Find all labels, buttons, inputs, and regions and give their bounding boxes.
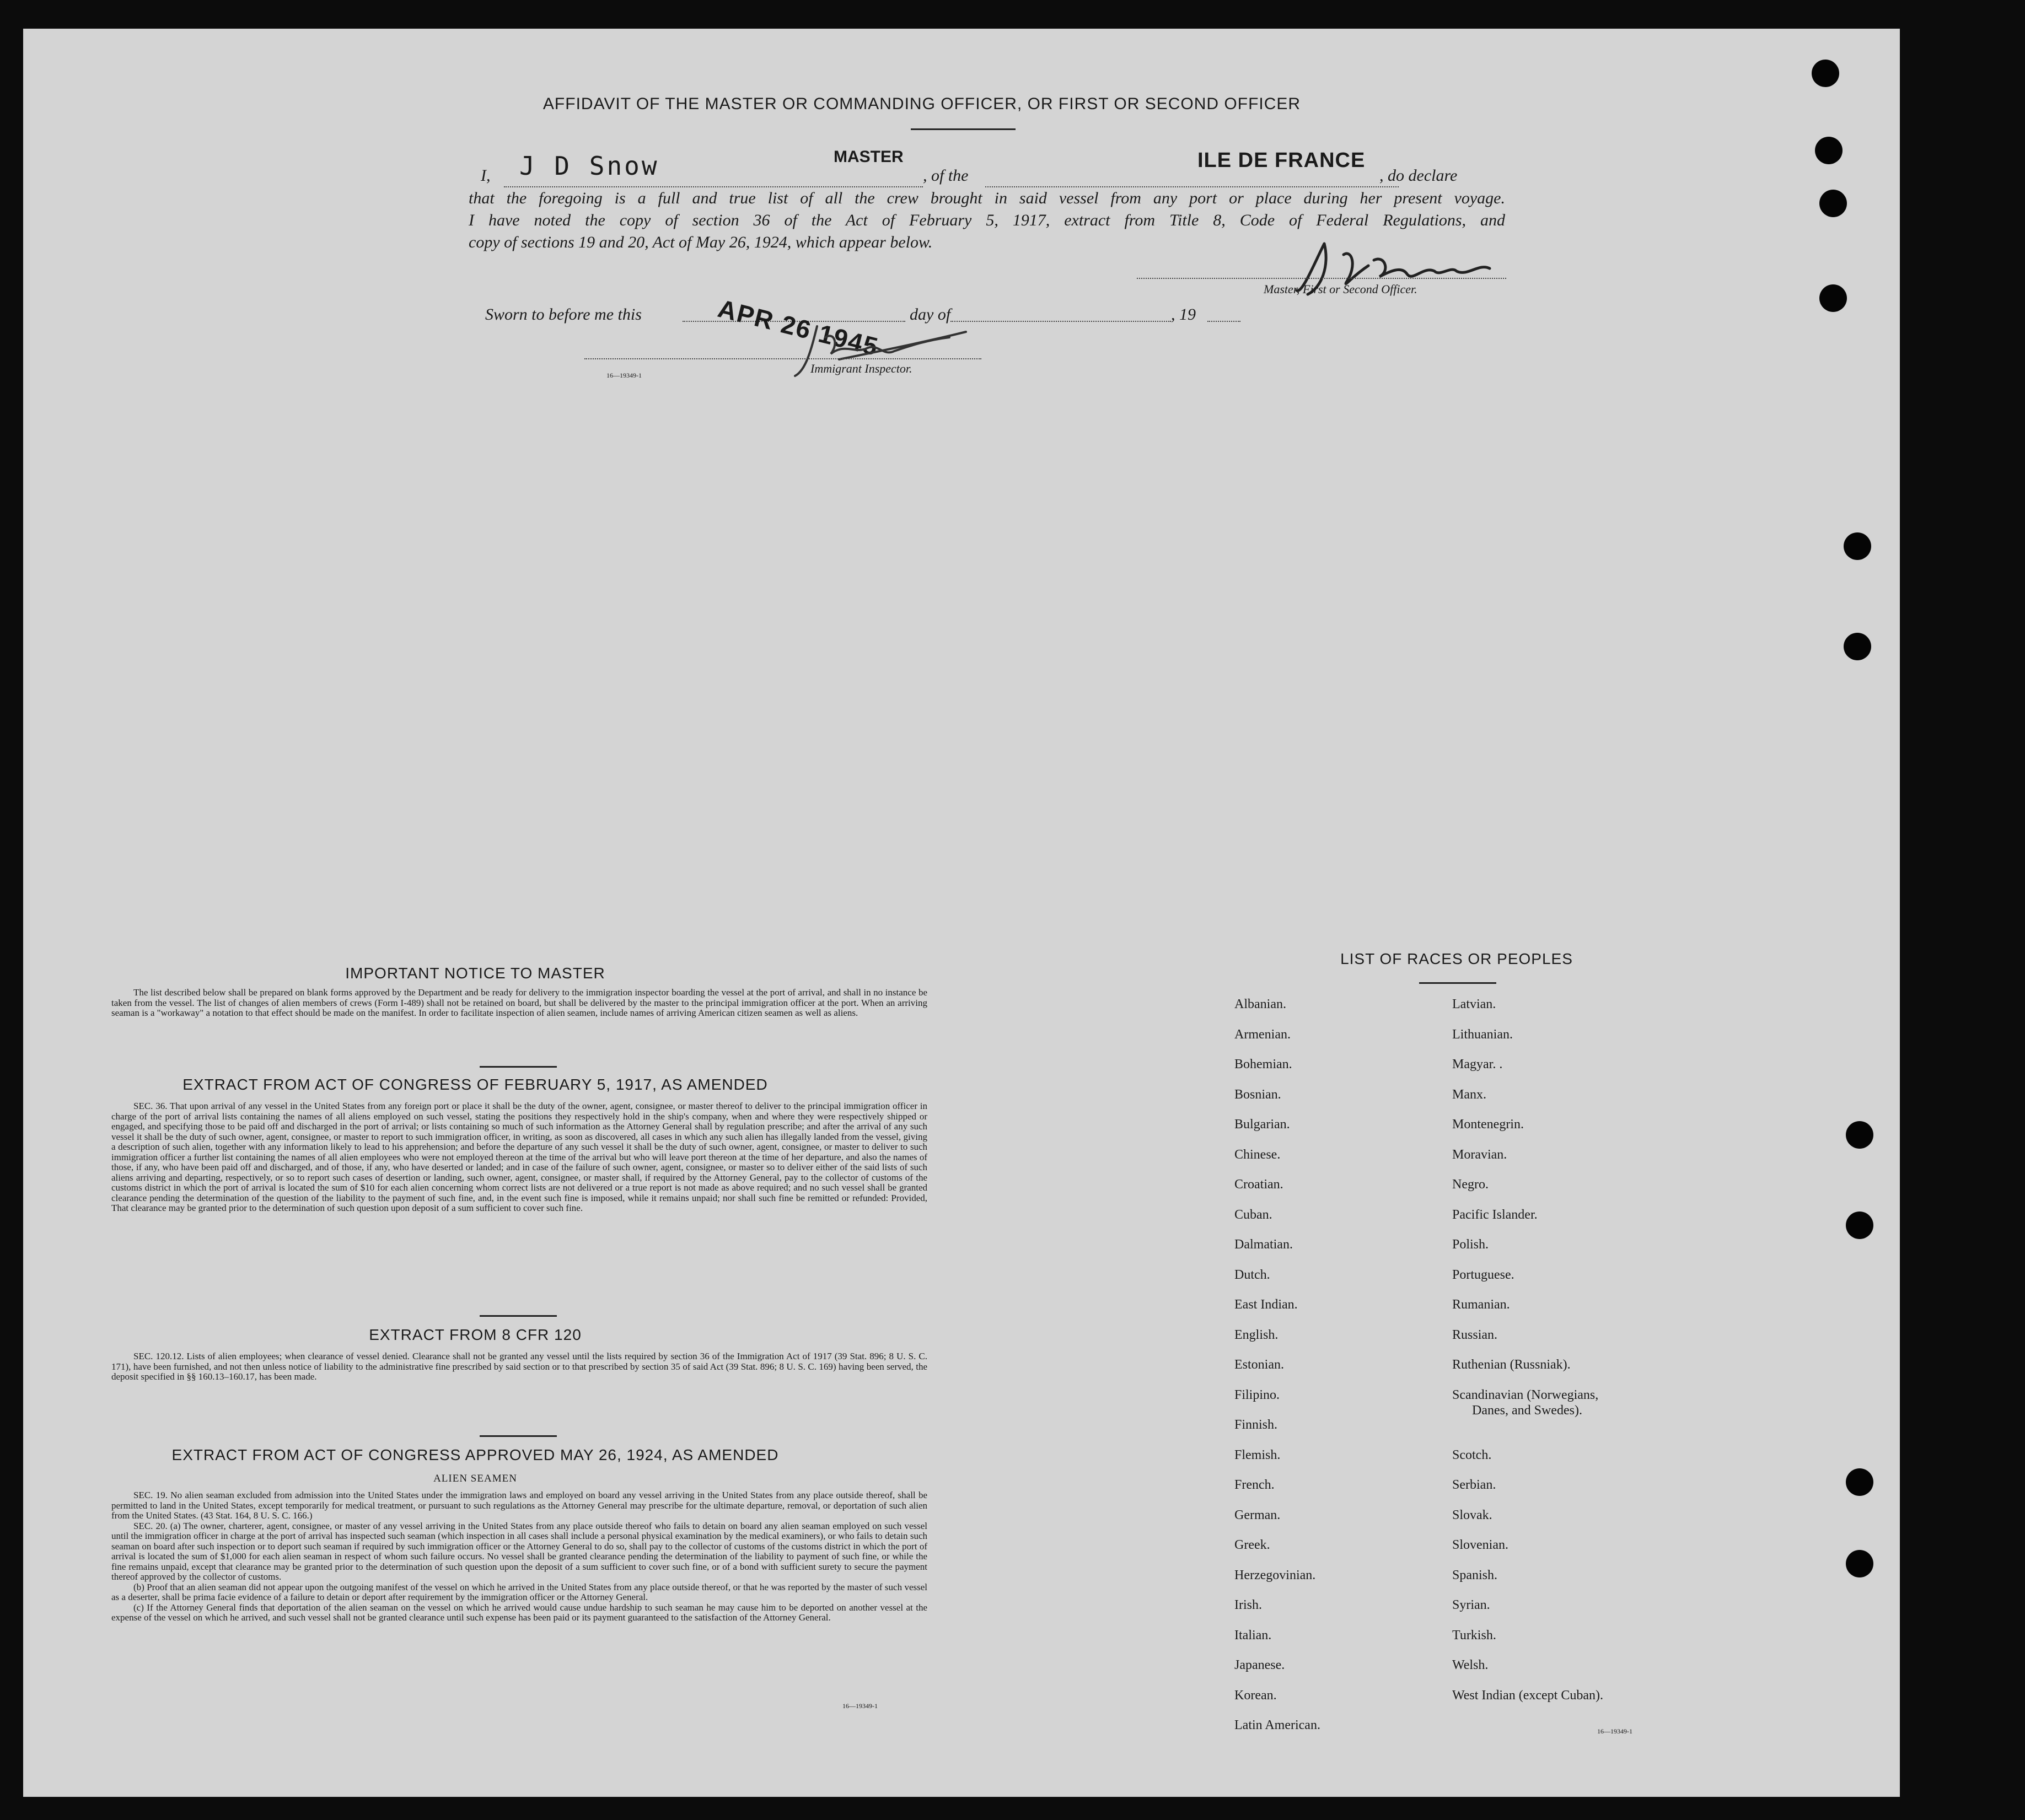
- race-item: Scandinavian (Norwegians,: [1452, 1387, 1599, 1402]
- race-item: Herzegovinian.: [1234, 1568, 1316, 1582]
- rank-stamp: MASTER: [834, 148, 904, 166]
- section-20a-paragraph: SEC. 20. (a) The owner, charterer, agent, consignee, or master of any vessel arriving in the United States from any place outside thereof who fails to detain on board any alien seaman employed on such vessel until the immigration officer in charge at the port of arrival has inspected such seaman (which inspection in all cases shall include a personal physical examination by the medical examiners), or who fails to detain such seaman on board after such inspection or to deport such seaman if required by such immigration officer or the Attorney General to do so, shall pay to the collector of customs of the customs district in which the port of arrival is located the sum of $1,000 for each alien seaman in respect of whom such failure occurs. No vessel shall be granted clearance pending the determination of the liability to payment of such fine, or while the fine remains unpaid, except that clearance may be granted prior to the determination of such question upon the deposit of a sum sufficient to cover such fine, or of a bond with sufficient surety to secure the payment thereof approved by the collector of customs.: [111, 1520, 927, 1582]
- section-20c-paragraph: (c) If the Attorney General finds that deportation of the alien seaman on the vessel on which he arrived would cause undue hardship to such seaman he may cause him to be deported on another vessel at the expense of the vessel on which he arrived, and such vessel shall not be granted clearance until such expense has been paid or its payment guaranteed to the satisfaction of the Attorney General.: [111, 1602, 927, 1623]
- race-item: Italian.: [1234, 1628, 1272, 1643]
- vessel-name: ILE DE FRANCE: [1197, 149, 1366, 172]
- race-item: Danes, and Swedes).: [1472, 1403, 1582, 1418]
- race-item: French.: [1234, 1478, 1275, 1492]
- race-item: Ruthenian (Russniak).: [1452, 1358, 1571, 1372]
- notice-title: IMPORTANT NOTICE TO MASTER: [345, 965, 605, 982]
- race-item: Negro.: [1452, 1177, 1489, 1192]
- of-the-label: , of the: [923, 166, 969, 185]
- race-item: Bosnian.: [1234, 1087, 1281, 1102]
- race-item: Cuban.: [1234, 1207, 1272, 1222]
- race-item: Rumanian.: [1452, 1297, 1510, 1312]
- year-line: [1207, 321, 1240, 322]
- race-item: Dutch.: [1234, 1267, 1270, 1282]
- extract-1917-title: EXTRACT FROM ACT OF CONGRESS OF FEBRUARY 5, 1917, AS AMENDED: [182, 1076, 768, 1093]
- race-item: Flemish.: [1234, 1447, 1281, 1462]
- race-item: Bohemian.: [1234, 1057, 1292, 1071]
- extract-form-number: 16—19349-1: [842, 1702, 878, 1710]
- extract-cfr-body: [111, 1351, 927, 1382]
- sworn-label: Sworn to before me this: [485, 305, 642, 324]
- race-item: Manx.: [1452, 1087, 1486, 1102]
- inspector-signature: [784, 321, 993, 387]
- race-item: Turkish.: [1452, 1628, 1496, 1643]
- race-item: Bulgarian.: [1234, 1117, 1290, 1132]
- section-divider: [480, 1066, 557, 1068]
- race-item: German.: [1234, 1507, 1281, 1522]
- form-sheet: [23, 29, 1900, 1797]
- affidavit-form-number: 16—19349-1: [606, 371, 642, 379]
- extract-1917-body: [111, 1101, 927, 1214]
- punch-hole: [1819, 190, 1847, 217]
- race-item: Montenegrin.: [1452, 1117, 1524, 1132]
- race-item: Japanese.: [1234, 1658, 1285, 1672]
- punch-hole: [1819, 284, 1847, 312]
- signature-line: [1137, 278, 1506, 279]
- race-item: Welsh.: [1452, 1658, 1489, 1672]
- alien-seamen-subtitle: ALIEN SEAMEN: [433, 1473, 517, 1484]
- race-item: Finnish.: [1234, 1418, 1278, 1432]
- title-divider: [911, 128, 1016, 130]
- extract-1924-title: EXTRACT FROM ACT OF CONGRESS APPROVED MAY 26, 1924, AS AMENDED: [171, 1446, 779, 1463]
- inspector-line: [584, 358, 981, 359]
- race-item: Scotch.: [1452, 1447, 1492, 1462]
- race-item: Slovak.: [1452, 1507, 1492, 1522]
- year-prefix: , 19: [1171, 305, 1196, 324]
- race-item: West Indian (except Cuban).: [1452, 1688, 1603, 1703]
- races-divider: [1419, 982, 1496, 984]
- race-item: Filipino.: [1234, 1387, 1280, 1402]
- race-item: Chinese.: [1234, 1147, 1281, 1162]
- signature-caption: Master, First or Second Officer.: [1264, 282, 1417, 296]
- do-declare-label: , do declare: [1379, 166, 1458, 185]
- notice-paragraph: The list described below shall be prepared on blank forms approved by the Department and be ready for delivery to the immigration inspector boarding the vessel at the port of arrival, and shall in no instance be taken from the vessel. The list of changes of alien members of crews (Form I-489) shall not be retained on board, but shall be delivered by the master to the principal immigration officer at the port. When an arriving seaman is a "workaway" a notation to that effect should be made on the manifest. In order to facilitate inspection of alien seamen, include names of arriving American citizen seamen as well as aliens.: [111, 987, 927, 1018]
- race-item: Slovenian.: [1452, 1538, 1508, 1552]
- extract-cfr-title: EXTRACT FROM 8 CFR 120: [369, 1326, 582, 1343]
- inspector-caption: Immigrant Inspector.: [810, 362, 912, 375]
- race-item: Lithuanian.: [1452, 1027, 1513, 1042]
- race-item: Latin American.: [1234, 1718, 1320, 1732]
- races-title: LIST OF RACES OR PEOPLES: [1340, 950, 1573, 967]
- race-item: Pacific Islander.: [1452, 1207, 1538, 1222]
- race-item: Syrian.: [1452, 1598, 1490, 1612]
- declaration-line-3: I have noted the copy of section 36 of the Act of February 5, 1917, extract from Title 8, Code of Federal Regulations, and: [469, 211, 1505, 229]
- race-item: Russian.: [1452, 1327, 1498, 1342]
- declaration-line-4: copy of sections 19 and 20, Act of May 26, 1924, which appear below.: [469, 233, 933, 251]
- date-stamp: APR 26 1945: [715, 293, 882, 362]
- race-item: East Indian.: [1234, 1297, 1298, 1312]
- race-item: Korean.: [1234, 1688, 1277, 1703]
- race-item: Irish.: [1234, 1598, 1262, 1612]
- declaration-line-2: that the foregoing is a full and true list of all the crew brought in said vessel from any port or place during her present voyage.: [469, 189, 1505, 207]
- race-item: Moravian.: [1452, 1147, 1507, 1162]
- races-form-number: 16—19349-1: [1597, 1727, 1632, 1735]
- affidavit-title: AFFIDAVIT OF THE MASTER OR COMMANDING OFFICER, OR FIRST OR SECOND OFFICER: [542, 95, 1301, 113]
- section-20b-paragraph: (b) Proof that an alien seaman did not appear upon the outgoing manifest of the vessel on which he arrived in the United States from any place outside thereof, or that he was reported by the master of such vessel as a deserter, shall be prima facie evidence of a failure to detain or deport after requirement by the immigration officer or the Attorney General.: [111, 1581, 927, 1602]
- punch-hole: [1844, 633, 1871, 660]
- race-item: Albanian.: [1234, 997, 1286, 1011]
- extract-1924-body: [111, 1490, 927, 1623]
- race-item: Portuguese.: [1452, 1267, 1514, 1282]
- punch-hole: [1815, 137, 1843, 164]
- master-name: J D Snow: [519, 151, 659, 181]
- section-divider: [480, 1435, 557, 1437]
- race-item: Croatian.: [1234, 1177, 1283, 1192]
- race-item: Serbian.: [1452, 1478, 1496, 1492]
- affidavit-i-prefix: I,: [481, 166, 491, 185]
- section-divider: [480, 1315, 557, 1317]
- race-item: Spanish.: [1452, 1568, 1498, 1582]
- punch-hole: [1844, 532, 1871, 560]
- section-19-paragraph: SEC. 19. No alien seaman excluded from admission into the United States under the immigration laws and employed on board any vessel arriving in the United States from any place outside thereof, shall be permitted to land in the United States, except temporarily for medical treatment, or pursuant to such regulations as the Attorney General may prescribe for the ultimate departure, removal, or deportation of such alien from the United States. (43 Stat. 164, 8 U. S. C. 166.): [111, 1490, 927, 1521]
- race-item: Polish.: [1452, 1237, 1489, 1252]
- punch-hole: [1812, 60, 1839, 87]
- race-item: Armenian.: [1234, 1027, 1291, 1042]
- notice-body: [111, 988, 927, 1019]
- punch-hole: [1846, 1550, 1873, 1577]
- race-item: English.: [1234, 1327, 1279, 1342]
- punch-hole: [1846, 1211, 1873, 1239]
- day-of-label: day of: [910, 305, 951, 324]
- race-item: Latvian.: [1452, 997, 1496, 1011]
- punch-hole: [1846, 1468, 1873, 1496]
- race-item: Magyar. .: [1452, 1057, 1503, 1071]
- race-item: Estonian.: [1234, 1358, 1284, 1372]
- punch-hole: [1846, 1121, 1873, 1149]
- section-36-paragraph: SEC. 36. That upon arrival of any vessel in the United States from any foreign port or place it shall be the duty of the owner, agent, consignee, or master thereof to deliver to the principal immigration officer in charge of the port of arrival lists containing the names of all aliens employed on such vessel, stating the positions they respectively hold in the ship's company, when and where they were respectively shipped or engaged, and specifying those to be paid off and discharged in the port of arrival; or lists containing so much of such information as the Attorney General shall by regulation prescribe; and after the arrival of any such vessel it shall be the duty of such owner, agent, consignee, or master to report to such immigration officer, in writing, as soon as discovered, all cases in which any such alien has illegally landed from the vessel, giving a description of such alien, together with any information likely to lead to his apprehension; and before the departure of any such vessel it shall be the duty of such owner, agent, consignee, or master to deliver to such immigration officer a further list containing the names of all alien employees who were not employed thereon at the time of the arrival but who will leave port thereon at the time of her departure, and also the names of those, if any, who have been paid off and discharged, and of those, if any, who have deserted or landed; and in case of the failure of such owner, agent, consignee, or master so to deliver either of the said lists of such aliens arriving and departing, respectively, or so to report such cases of desertion or landing, such owner, agent, consignee, or master shall, if required by the Attorney General, pay to the collector of customs of the customs district in which the port of arrival is located the sum of $10 for each alien concerning whom correct lists are not delivered or a true report is not made as above required; and no such vessel shall be granted clearance pending the determination of the question of the liability to the payment of such fine, and, in the event such fine is imposed, while it remains unpaid; nor shall such fine be remitted or refunded: Provided, That clearance may be granted prior to the determination of such question upon deposit of a sum sufficient to cover such fine.: [111, 1101, 927, 1213]
- section-120-paragraph: SEC. 120.12. Lists of alien employees; when clearance of vessel denied. Clearance shall not be granted any vessel until the lists required by section 36 of the Immigration Act of 1917 (39 Stat. 896; 8 U. S. C. 171), have been furnished, and not then unless notice of liability to the administrative fine prescribed by said section or to that prescribed by section 35 of said Act (39 Stat. 896; 8 U. S. C. 169) having been served, the deposit specified in §§ 160.13–160.17, has been made.: [111, 1351, 927, 1382]
- race-item: Dalmatian.: [1234, 1237, 1293, 1252]
- race-item: Greek.: [1234, 1538, 1270, 1552]
